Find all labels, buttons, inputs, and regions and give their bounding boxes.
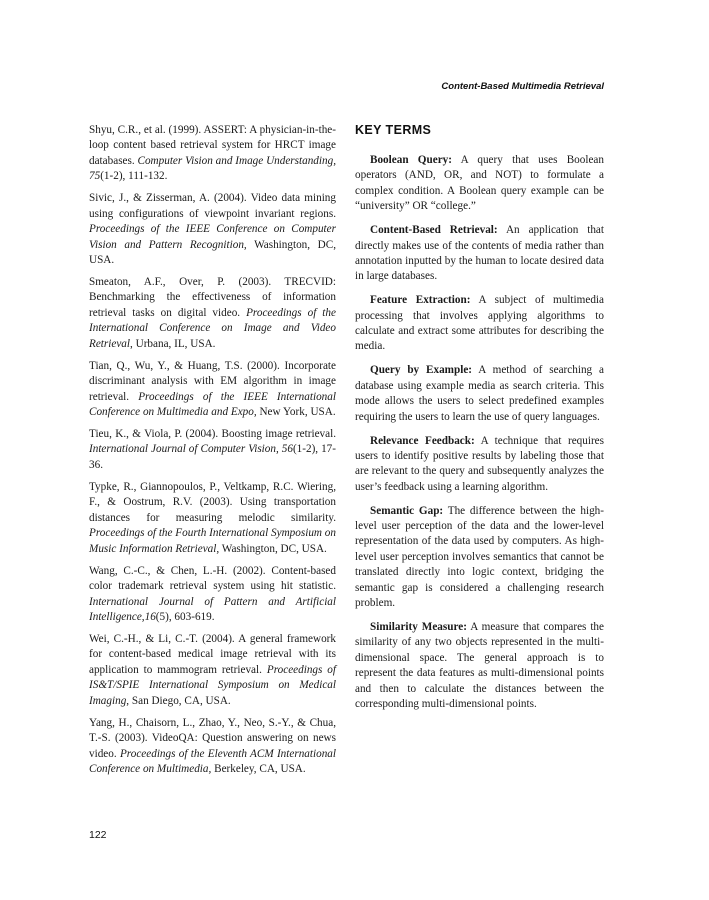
key-term-entry: Relevance Feedback: A technique that requires users to identify positive results by labeling those that are relevant to the query and subsequently analyzes the user’s feedback using a learning algorithm. (355, 434, 604, 493)
reference-entry: Yang, H., Chaisorn, L., Zhao, Y., Neo, S.-Y., & Chua, T.-S. (2003). VideoQA: Question answering on news video. Proceedings of the Eleventh ACM International Conference on Multimedia, Berkeley, CA, USA. (89, 716, 336, 775)
key-term-entry: Boolean Query: A query that uses Boolean operators (AND, OR, and NOT) to formulate a complex condition. A Boolean query example can be “university” OR “college.” (355, 154, 604, 213)
key-term-entry: Similarity Measure: A measure that compares the similarity of any two objects represented in the multi-dimensional space. The general approach is to represent the data features as multi-dimensional points and then to calculate the distances between the corresponding multi-dimensional points. (355, 620, 604, 710)
reference-entry: Sivic, J., & Zisserman, A. (2004). Video data mining using configurations of viewpoint invariant regions. Proceedings of the IEEE Conference on Computer Vision and Pattern Recognition, Washington, DC, USA. (89, 192, 336, 266)
reference-entry: Shyu, C.R., et al. (1999). ASSERT: A physician-in-the-loop content based retrieval system for HRCT image databases. Computer Vision and Image Understanding, 75(1-2), 111-132. (89, 124, 336, 183)
reference-entry: Wei, C.-H., & Li, C.-T. (2004). A general framework for content-based medical image retrieval with its application to mammogram retrieval. Proceedings of IS&T/SPIE International Symposium on Medical Imaging, San Diego, CA, USA. (89, 633, 336, 707)
reference-entry: Smeaton, A.F., Over, P. (2003). TRECVID: Benchmarking the effectiveness of information retrieval tasks on digital video. Proceedings of the International Conference on Image and Video Retrieval, Urbana, IL, USA. (89, 276, 336, 350)
reference-entry: Tian, Q., Wu, Y., & Huang, T.S. (2000). Incorporate discriminant analysis with EM algorithm in image retrieval. Proceedings of the IEEE International Conference on Multimedia and Expo, New York, USA. (89, 359, 336, 418)
key-terms-column (355, 123, 604, 721)
key-term-entry: Query by Example: A method of searching a database using example media as search criteria. This mode allows the users to select predefined examples requiring the users to learn the use of query languages. (355, 364, 604, 423)
reference-entry: Wang, C.-C., & Chen, L.-H. (2002). Content-based color trademark retrieval system using hit statistic. International Journal of Pattern and Artificial Intelligence,16(5), 603-619. (89, 564, 336, 623)
running-head: Content-Based Multimedia Retrieval (441, 81, 604, 92)
references-column (89, 123, 336, 784)
page-number: 122 (89, 829, 107, 841)
key-term-entry: Content-Based Retrieval: An application that directly makes use of the contents of media rather than annotation inputted by the human to locate desired data in large databases. (355, 224, 605, 283)
reference-entry: Tieu, K., & Viola, P. (2004). Boosting image retrieval. International Journal of Computer Vision, 56(1-2), 17-36. (89, 428, 336, 471)
reference-entry: Typke, R., Giannopoulos, P., Veltkamp, R.C. Wiering, F., & Oostrum, R.V. (2003). Using transportation distances for measuring melodic similarity. Proceedings of the Fourth International Symposium on Music Information Retrieval, Washington, DC, USA. (89, 480, 336, 555)
key-term-entry: Semantic Gap: The difference between the high-level user perception of the data and the lower-level representation of the data used by computers. As high-level user perception involves semantics that cannot be translated directly into logic context, bridging the semantic gap is considered a challenging research problem. (355, 504, 604, 610)
key-terms-heading: KEY TERMS (355, 123, 432, 137)
key-term-entry: Feature Extraction: A subject of multimedia processing that involves applying algorithms to calculate and extract some attributes for describing the media. (355, 294, 604, 353)
